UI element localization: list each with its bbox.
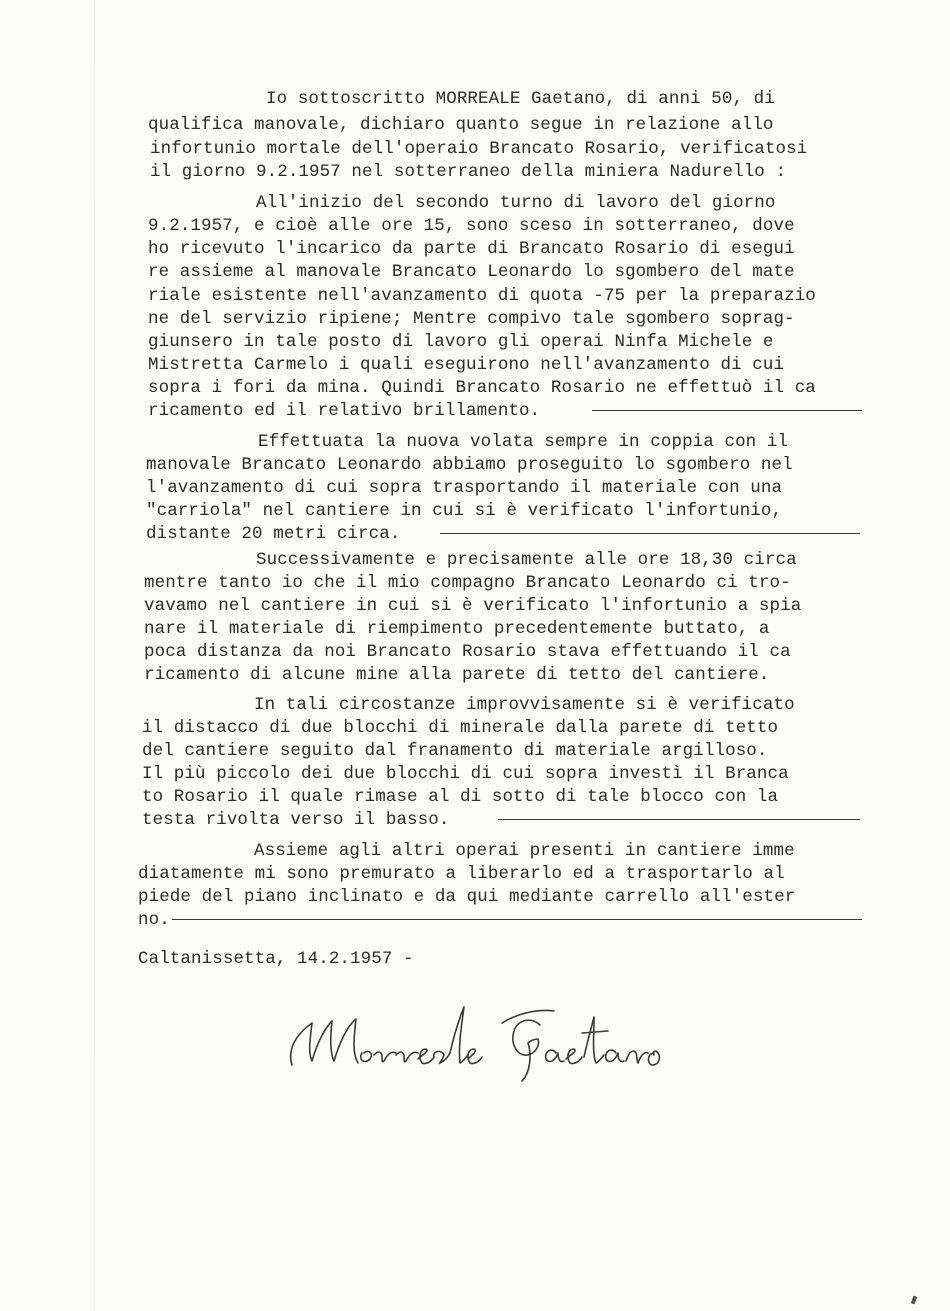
text-line: re assieme al manovale Brancato Leonardo lo sgombero del mate xyxy=(148,262,795,282)
text-line: testa rivolta verso il basso. xyxy=(142,810,450,830)
text-line: sopra i fori da mina. Quindi Brancato Rosario ne effettuò il ca xyxy=(148,378,816,398)
text-line: vavamo nel cantiere in cui si è verificato l'infortunio a spia xyxy=(144,596,802,616)
text-line: ricamento ed il relativo brillamento. xyxy=(148,401,541,421)
text-line: il giorno 9.2.1957 nel sotterraneo della miniera Nadurello : xyxy=(150,162,787,182)
page-mark xyxy=(911,1296,917,1305)
text-line: l'avanzamento di cui sopra trasportando il materiale con una xyxy=(146,478,783,498)
handwritten-signature xyxy=(282,995,702,1090)
text-line: Il più piccolo dei due blocchi di cui sopra investì il Branca xyxy=(142,764,789,784)
text-line: piede del piano inclinato e da qui mediante carrello all'ester xyxy=(138,887,796,907)
text-line: il distacco di due blocchi di minerale dalla parete di tetto xyxy=(142,718,779,738)
text-line: 9.2.1957, e cioè alle ore 15, sono sceso in sotterraneo, dove xyxy=(148,216,795,236)
text-line: Io sottoscritto MORREALE Gaetano, di anni 50, di xyxy=(266,89,775,109)
text-line: to Rosario il quale rimase al di sotto di tale blocco con la xyxy=(142,787,779,807)
date-line: Caltanissetta, 14.2.1957 - xyxy=(138,949,414,969)
text-line: mentre tanto io che il mio compagno Brancato Leonardo ci tro- xyxy=(144,573,791,593)
text-line: distante 20 metri circa. xyxy=(146,524,401,544)
page-crease xyxy=(94,0,95,1311)
text-line: infortunio mortale dell'operaio Brancato Rosario, verificatosi xyxy=(150,139,808,159)
text-line: In tali circostanze improvvisamente si è verificato xyxy=(254,695,795,715)
text-line: nare il materiale di riempimento precedentemente buttato, a xyxy=(144,619,770,639)
text-line: ricamento di alcune mine alla parete di tetto del cantiere. xyxy=(144,665,770,685)
text-line: diatamente mi sono premurato a liberarlo ed a trasportarlo al xyxy=(138,864,785,884)
fill-rule xyxy=(172,919,862,920)
text-line: del cantiere seguito dal franamento di materiale argilloso. xyxy=(142,741,768,761)
text-line: giunsero in tale posto di lavoro gli operai Ninfa Michele e xyxy=(148,332,774,352)
text-line: ho ricevuto l'incarico da parte di Brancato Rosario di esegui xyxy=(148,239,795,259)
fill-rule xyxy=(440,533,860,534)
text-line: qualifica manovale, dichiaro quanto segue in relazione allo xyxy=(148,115,774,135)
text-line: no. xyxy=(138,910,170,930)
text-line: Assieme agli altri operai presenti in cantiere imme xyxy=(254,841,795,861)
text-line: riale esistente nell'avanzamento di quota -75 per la preparazio xyxy=(148,286,816,306)
text-line: Mistretta Carmelo i quali eseguirono nell'avanzamento di cui xyxy=(148,355,785,375)
fill-rule xyxy=(592,410,862,411)
text-line: Successivamente e precisamente alle ore 18,30 circa xyxy=(256,550,797,570)
text-line: poca distanza da noi Brancato Rosario stava effettuando il ca xyxy=(144,642,791,662)
text-line: manovale Brancato Leonardo abbiamo proseguito lo sgombero nel xyxy=(146,455,793,475)
fill-rule xyxy=(498,819,860,820)
text-line: "carriola" nel cantiere in cui si è verificato l'infortunio, xyxy=(146,501,783,521)
text-line: ne del servizio ripiene; Mentre compivo tale sgombero soprag- xyxy=(148,309,795,329)
text-line: All'inizio del secondo turno di lavoro del giorno xyxy=(256,193,776,213)
text-line: Effettuata la nuova volata sempre in coppia con il xyxy=(258,432,789,452)
